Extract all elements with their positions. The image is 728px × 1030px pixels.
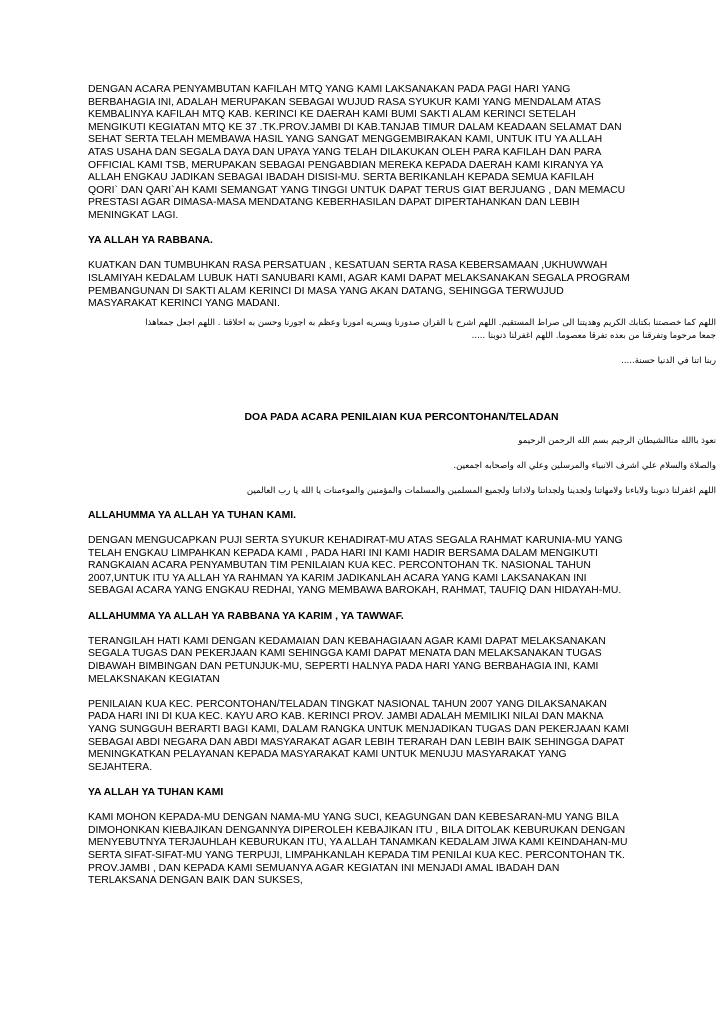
paragraph-spacing (88, 343, 716, 356)
document-body (88, 84, 716, 888)
text-line: TERANGILAH HATI KAMI DENGAN KEDAMAIAN DAN KEBAHAGIAAN AGAR KAMI DAPAT MELAKSANAKAN (88, 635, 606, 647)
text-line: KEMBALINYA KAFILAH MTQ KAB. KERINCI KE DAERAH KAMI BUMI SAKTI ALAM KERINCI SETELAH (88, 109, 576, 121)
text-line: PROV.JAMBI , DAN KEPADA KAMI SEMUANYA AGAR KEGIATAN INI MENJADI AMAL IBADAH DAN (88, 862, 560, 874)
section-heading: YA ALLAH YA RABBANA. (88, 235, 213, 247)
text-line: 2007,UNTUK ITU YA ALLAH YA RAHMAN YA KARIM JADIKANLAH ACARA YANG KAMI LAKSANAKAN INI (88, 572, 587, 584)
text-line: SEJAHTERA. (88, 761, 153, 773)
paragraph-spacing (88, 448, 716, 460)
text-line: MENYEBUTNYA TERJAUHLAH KEBURUKAN ITU, YA ALLAH TANAMKAN KEDALAM JIWA KAMI KEINDAHAN-MU (88, 837, 628, 849)
text-line: MELAKSNAKAN KEGIATAN (88, 673, 220, 685)
paragraph-spacing (88, 425, 716, 435)
arabic-text-line: ربنا اتنا في الدنيا حسنة..... (621, 356, 716, 367)
arabic-text-line: اللهم كما خصصتنا بكتابك الكريم وهديتنا الى صراط المستقيم. اللهم اشرح با القران صدورنا ويسريه امورنا وعظم به اجورنا وحسن به اخلاقنا . اللهم اجعل جمعاهذا (145, 317, 716, 328)
text-line: MASYARAKAT KERINCI YANG MADANI. (88, 298, 280, 310)
text-line: MENGIKUTI KEGIATAN MTQ KE 37 .TK.PROV.JAMBI DI KAB.TANJAB TIMUR DALAM KEADAAN SELAMAT DAN (88, 121, 622, 133)
text-line: DENGAN ACARA PENYAMBUTAN KAFILAH MTQ YANG KAMI LAKSANAKAN PADA PAGI HARI YANG (88, 84, 571, 95)
text-line: PENILAIAN KUA KEC. PERCONTOHAN/TELADAN TINGKAT NASIONAL TAHUN 2007 YANG DILAKSANAKAN (88, 698, 607, 710)
document-title: DOA PADA ACARA PENILAIAN KUA PERCONTOHAN/TELADAN (244, 412, 559, 424)
text-line: DIMOHONKAN KIEBAJIKAN DENGANNYA DIPEROLEH KEBAJIKAN ITU , BILA DITOLAK KEBURUKAN DENGAN (88, 824, 626, 836)
section-heading: YA ALLAH YA TUHAN KAMI (88, 786, 224, 798)
paragraph-spacing (88, 248, 716, 261)
section-heading: ALLAHUMMA YA ALLAH YA RABBANA YA KARIM , YA TAWWAF. (88, 610, 404, 622)
paragraph-spacing (88, 800, 716, 813)
text-line: KUATKAN DAN TUMBUHKAN RASA PERSATUAN , KESATUAN SERTA RASA KEBERSAMAAN ,UKHUWWAH (88, 260, 608, 272)
text-line: TERLAKSANA DENGAN BAIK DAN SUKSES, (88, 875, 303, 887)
text-line: ATAS USAHA DAN SEGALA DAYA DAN UPAYA YANG TELAH DILAKUKAN OLEH PARA KAFILAH DAN PARA (88, 146, 602, 158)
paragraph-spacing (88, 686, 716, 699)
text-line: DENGAN MENGUCAPKAN PUJI SERTA SYUKUR KEHADIRAT-MU ATAS SEGALA RAHMAT KARUNIA-MU YANG (88, 535, 623, 547)
text-line: SEBAGAI ABDI NEGARA DAN ABDI MASYARAKAT AGAR LEBIH TERARAH DAN LEBIH BAIK SEHINGGA DAPAT (88, 736, 625, 748)
text-line: PRESTASI AGAR DIMASA-MASA MENDATANG KEBERHASILAN DAPAT DIPERTAHANKAN DAN LEBIH (88, 197, 580, 209)
text-line: KAMI MOHON KEPADA-MU DENGAN NAMA-MU YANG SUCI, KEAGUNGAN DAN KEBESARAN-MU YANG BILA (88, 812, 619, 824)
paragraph-spacing (88, 623, 716, 636)
section-heading: ALLAHUMMA YA ALLAH YA TUHAN KAMI. (88, 509, 297, 521)
arabic-text-line: جمعا مرحوما وتفرقنا من بعده تفرقا معصوما. اللهم اغفرلنا ذنوبنا ..... (471, 330, 716, 341)
text-line: PEMBANGUNAN DI SAKTI ALAM KERINCI DI MASA YANG AKAN DATANG, SEHINGGA TERWUJUD (88, 285, 564, 297)
text-line: MENINGKATKAN PELAYANAN KEPADA MASYARAKAT KAMI UNTUK MENUJU MASYARAKAT YANG (88, 749, 567, 761)
text-line: ISLAMIYAH KEDALAM LUBUK HATI SANUBARI KAMI, AGAR KAMI DAPAT MELAKSANAKAN SEGALA PROGRAM (88, 272, 630, 284)
paragraph-spacing (88, 774, 716, 787)
arabic-text-line: والصلاة والسلام علي اشرف الانبياء والمرسلين وعلي اله واصحابه اجمعين. (453, 460, 716, 471)
arabic-text-line: اللهم اغفرلنا ذنوبنا ولاباءنا ولامهاتنا ولجدينا ولجداتنا ولاداتنا ولجميع المسلمين والمسلمات والمؤمنين والموءمنات يا الله يا رب العالمين (246, 485, 716, 496)
text-line: ALLAH ENGKAU JADIKAN SEBAGAI IBADAH DISISI-MU. SERTA BERIKANLAH KEPADA SEMUA KAFILAH (88, 172, 594, 184)
text-line: RANGKAIAN ACARA PENYAMBUTAN TIM PENILAIAN KUA KEC. PERCONTOHAN TK. NASIONAL TAHUN (88, 560, 591, 572)
text-line: QORI` DAN QARI`AH KAMI SEMANGAT YANG TINGGI UNTUK DAPAT TERUS GIAT BERJUANG , DAN MEMACU (88, 184, 626, 196)
text-line: PADA HARI INI DI KUA KEC. KAYU ARO KAB. KERINCI PROV. JAMBI ADALAH MEMILIKI NILAI DAN MAKNA (88, 711, 604, 723)
text-line: SEBAGAI ACARA YANG ENGKAU REDHAI, YANG MEMBAWA BAROKAH, RAHMAT, TAUFIQ DAN HIDAYAH-MU. (88, 585, 622, 597)
arabic-text-line: نعوذ باالله مناالشيطان الرجيم بسم الله الرحمن الرحيمو (518, 435, 716, 446)
paragraph-spacing (88, 598, 716, 611)
paragraph-spacing (88, 223, 716, 236)
paragraph-spacing (88, 498, 716, 510)
paragraph-spacing (88, 368, 716, 412)
text-line: MENINGKAT LAGI. (88, 209, 179, 221)
text-line: SEHAT SERTA TELAH MEMBAWA HASIL YANG SANGAT MENGGEMBIRAKAN KAMI, UNTUK ITU YA ALLAH (88, 134, 603, 146)
text-line: YANG SUNGGUH BERARTI BAGI KAMI, DALAM RANGKA UNTUK MENJADIKAN TUGAS DAN PEKERJAAN KAMI (88, 723, 629, 735)
paragraph-spacing (88, 473, 716, 485)
text-line: DIBAWAH BIMBINGAN DAN PETUNJUK-MU, SEPERTI HALNYA PADA HARI YANG BERBAHAGIA INI, KAMI (88, 661, 599, 672)
text-line: OFFICIAL KAMI TSB, MERUPAKAN SEBAGAI PENGABDIAN MEREKA KEPADA DAERAH KAMI KIRANYA YA (88, 159, 604, 171)
text-line: SEGALA TUGAS DAN PEKERJAAN KAMI SEHINGGA KAMI DAPAT MENATA DAN MELAKSANAKAN TUGAS (88, 648, 602, 660)
text-line: TELAH ENGKAU LIMPAHKAN KEPADA KAMI , PADA HARI INI KAMI HADIR BERSAMA DALAM MENGIKUTI (88, 547, 598, 559)
paragraph-spacing (88, 522, 716, 535)
text-line: SERTA SIFAT-SIFAT-MU YANG TERPUJI, LIMPAHKANLAH KEPADA TIM PENILAI KUA KEC. PERCONTOHAN TK. (88, 849, 625, 861)
text-line: BERBAHAGIA INI, ADALAH MERUPAKAN SEBAGAI WUJUD RASA SYUKUR KAMI YANG MENDALAM ATAS (88, 96, 601, 108)
